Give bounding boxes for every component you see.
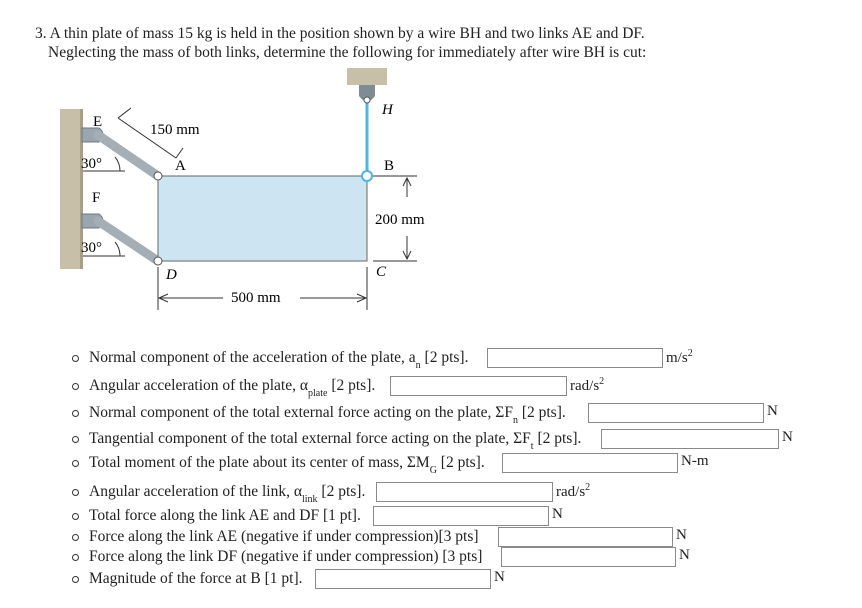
label-a: A xyxy=(175,158,186,174)
bullet xyxy=(72,489,79,496)
answer-input[interactable] xyxy=(487,348,663,368)
dim-link-length: 150 mm xyxy=(150,122,200,138)
answer-input[interactable] xyxy=(501,547,676,567)
label-c: C xyxy=(376,264,387,280)
question-text: Force along the link DF (negative if under compression) [3 pts] xyxy=(89,548,483,565)
question-subscript: n xyxy=(512,415,518,426)
answer-unit: rad/$s^2$ xyxy=(556,482,591,500)
answer-input[interactable] xyxy=(376,482,553,502)
question-text: Angular acceleration of the link, $\alpha_{link}$ [2 pts]. xyxy=(89,483,366,505)
answer-unit: N xyxy=(767,403,778,419)
thin-plate xyxy=(158,176,367,261)
link-df xyxy=(98,221,158,261)
bullet xyxy=(72,576,79,583)
answer-unit: N xyxy=(782,429,793,445)
bullet xyxy=(72,554,79,561)
label-d: D xyxy=(166,267,177,283)
question-subscript: n xyxy=(415,360,421,371)
question-text: Tangential component of the total external force acting on the plate, $\Sigma F_t$ [2 pts]. xyxy=(89,430,582,452)
angle-bottom: 30° xyxy=(81,240,102,256)
bullet xyxy=(72,410,79,417)
bullet xyxy=(72,534,79,541)
bullet xyxy=(72,383,79,390)
question-text: Force along the link AE (negative if under compression)[3 pts] xyxy=(89,528,479,545)
question-text: Normal component of the total external force acting on the plate, $\Sigma F_n$ [2 pts]. xyxy=(89,404,566,426)
answer-input[interactable] xyxy=(601,429,779,449)
question-subscript: plate xyxy=(308,388,328,399)
label-h: H xyxy=(382,102,393,118)
label-f: F xyxy=(92,190,101,206)
answer-unit: rad/$s^2$ xyxy=(570,376,605,394)
mechanism-figure xyxy=(55,62,455,312)
pin-a xyxy=(154,172,162,180)
problem-line-1: 3. A thin plate of mass 15 kg is held in the position shown by a wire BH and two links AE and DF. xyxy=(35,25,645,42)
answer-unit: N xyxy=(676,527,687,543)
question-subscript: link xyxy=(301,494,318,505)
answer-unit: N xyxy=(494,569,505,585)
problem-line-2: Neglecting the mass of both links, determine the following for immediately after wire BH is cut: xyxy=(48,44,647,61)
answer-input[interactable] xyxy=(390,376,567,396)
link-ae xyxy=(98,135,158,176)
label-b: B xyxy=(384,158,395,174)
question-text: Magnitude of the force at B [1 pt]. xyxy=(89,570,303,587)
pin-b xyxy=(362,171,372,181)
question-subscript: G xyxy=(429,465,437,476)
bullet xyxy=(72,436,79,443)
bullet xyxy=(72,460,79,467)
answer-input[interactable] xyxy=(373,506,549,526)
question-text: Total moment of the plate about its center of mass, $\Sigma M_G$ [2 pts]. xyxy=(89,454,485,476)
answer-unit: N-m xyxy=(681,453,709,469)
pin-d xyxy=(154,257,162,265)
question-text: Angular acceleration of the plate, $\alpha_{plate}$ [2 pts]. xyxy=(89,377,376,399)
bullet xyxy=(72,513,79,520)
answer-unit: $m/s^2$ xyxy=(666,348,693,366)
answer-unit: N xyxy=(552,506,563,522)
label-e: E xyxy=(93,114,103,130)
question-subscript: t xyxy=(530,441,534,452)
angle-top: 30° xyxy=(81,156,102,172)
problem-statement xyxy=(35,24,646,62)
answer-input[interactable] xyxy=(315,569,491,589)
question-text: Normal component of the acceleration of the plate, $a_n$ [2 pts]. xyxy=(89,349,469,371)
answer-input[interactable] xyxy=(498,527,673,547)
answer-input[interactable] xyxy=(588,403,764,423)
dim-plate-height: 200 mm xyxy=(375,212,425,228)
answer-input[interactable] xyxy=(502,453,678,473)
ceiling-support xyxy=(347,68,387,85)
question-text: Total force along the link AE and DF [1 pt]. xyxy=(89,507,361,524)
bullet xyxy=(72,355,79,362)
answer-unit: N xyxy=(679,547,690,563)
dim-plate-width: 500 mm xyxy=(231,290,281,306)
wall xyxy=(60,109,80,269)
